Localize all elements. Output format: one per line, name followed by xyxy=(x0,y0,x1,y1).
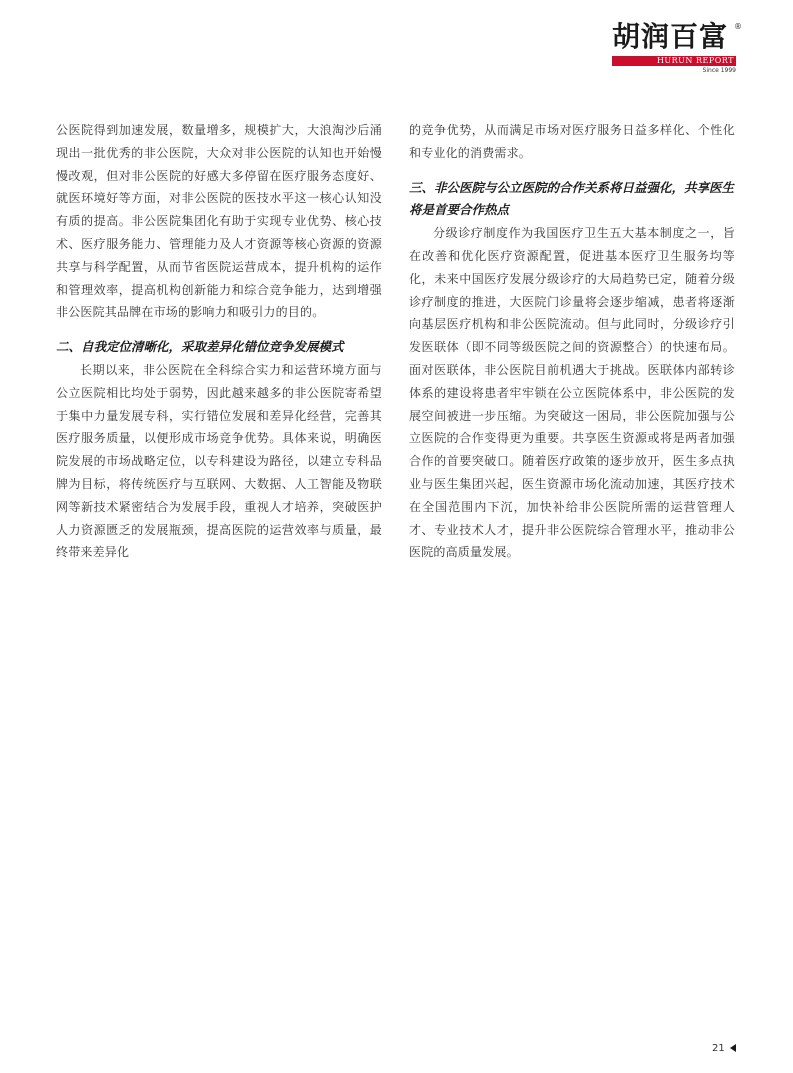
spacer xyxy=(409,165,735,177)
spacer xyxy=(56,324,382,336)
body-paragraph: 的竞争优势，从而满足市场对医疗服务日益多样化、个性化和专业化的消费需求。 xyxy=(409,123,735,160)
body-paragraph: 分级诊疗制度作为我国医疗卫生五大基本制度之一，旨在改善和优化医疗资源配置，促进基本医疗卫生服务均等化，未来中国医疗发展分级诊疗的大局趋势已定，随着分级诊疗制度的推进，大医院门诊量将会逐步缩减，患者将逐渐向基层医疗机构和非公医院流动。但与此同时，分级诊疗引发医联体（即不同等级医院之间的资源整合）的快速布局。面对医联体，非公医院目前机遇大于挑战。医联体内部转诊体系的建设将患者牢牢锁在公立医院体系中，非公医院的发展空间被进一步压缩。为突破这一困局，非公医院加强与公立医院的合作变得更为重要。共享医生资源或将是两者加强合作的首要突破口。随着医疗政策的逐步放开，医生多点执业与医生集团兴起，医生资源市场化流动加速，其医疗技术在全国范围内下沉，加快补给非公医院所需的运营管理人才、专业技术人才，提升非公医院综合管理水平，推动非公医院的高质量发展。 xyxy=(409,226,735,560)
registered-mark: ® xyxy=(734,22,742,31)
page-number xyxy=(712,1042,736,1056)
section-heading: 二、自我定位清晰化，采取差异化错位竞争发展模式 xyxy=(56,339,344,355)
logo-since-year: Since 1999 xyxy=(702,67,736,74)
logo-chinese-name: 胡润百富 xyxy=(612,20,729,53)
left-column xyxy=(56,119,382,564)
left-triangle-icon xyxy=(730,1044,736,1052)
logo-red-bar xyxy=(612,56,736,66)
logo-english-name: HURUN REPORT xyxy=(656,56,734,65)
section-heading: 三、非公医院与公立医院的合作关系将日益强化，共享医生将是首要合作热点 xyxy=(409,179,735,218)
hurun-report-logo xyxy=(612,20,742,76)
right-column xyxy=(409,119,735,564)
body-paragraph: 长期以来，非公医院在全科综合实力和运营环境方面与公立医院相比均处于弱势，因此越来越多的非公医院寄希望于集中力量发展专科，实行错位发展和差异化经营，完善其医疗服务质量，以便形成市场竞争优势。具体来说，明确医院发展的市场战略定位，以专科建设为路径，以建立专科品牌为目标，将传统医疗与互联网、大数据、人工智能及物联网等新技术紧密结合为发展手段，重视人才培养，突破医护人力资源匮乏的发展瓶颈，提高医院的运营效率与质量，最终带来差异化 xyxy=(56,362,382,560)
body-paragraph: 公医院得到加速发展，数量增多，规模扩大，大浪淘沙后涌现出一批优秀的非公医院，大众对非公医院的认知也开始慢慢改观，但对非公医院的好感大多停留在医疗服务态度好、就医环境好等方面，对非公医院的医技水平这一核心认知没有质的提高。非公医院集团化有助于实现专业优势、核心技术、医疗服务能力、管理能力及人才资源等核心资源的资源共享与科学配置，从而节省医院运营成本，提升机构的运作和管理效率，提高机构创新能力和综合竞争能力，达到增强非公医院其品牌在市场的影响力和吸引力的目的。 xyxy=(56,123,382,320)
page-number-text: 21 xyxy=(712,1043,725,1054)
